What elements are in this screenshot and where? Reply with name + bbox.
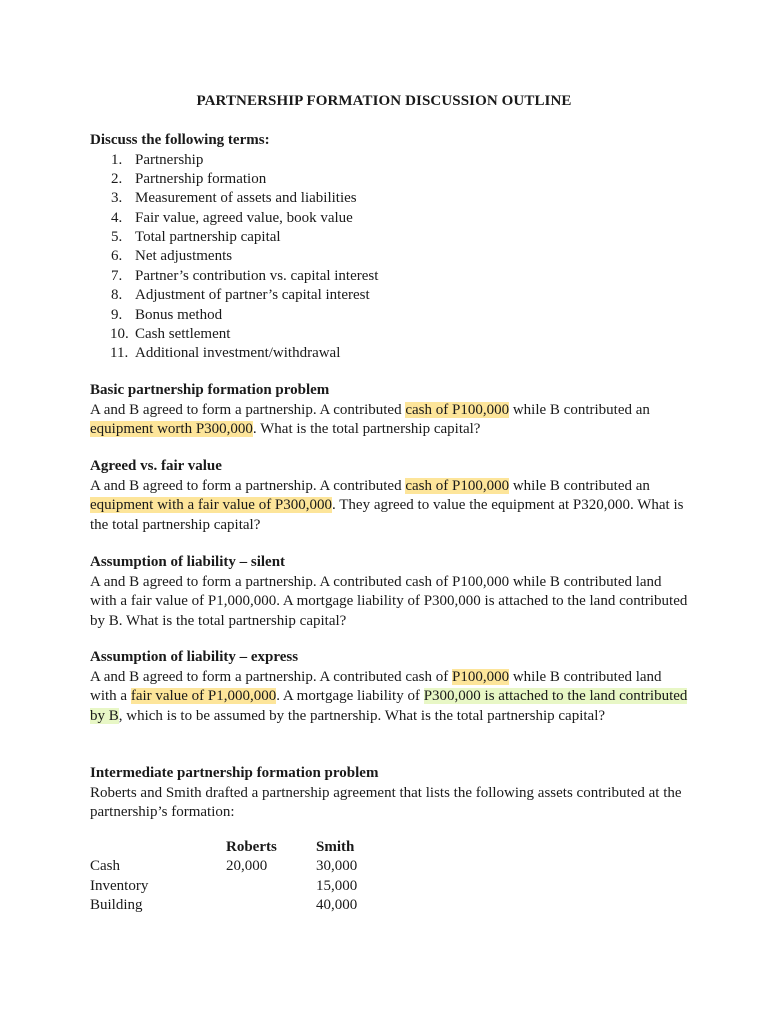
list-item: 1. Partnership	[111, 151, 204, 168]
highlight: cash of P100,000	[405, 401, 510, 418]
section-heading: Agreed vs. fair value	[90, 458, 222, 474]
section-heading: Assumption of liability – express	[90, 649, 299, 665]
list-item: 4. Fair value, agreed value, book value	[111, 209, 353, 226]
list-item: 8. Adjustment of partner’s capital interest	[111, 287, 370, 304]
highlight: P300,000 is attached to the land contributed by B	[90, 688, 688, 724]
terms-heading: Discuss the following terms:	[90, 132, 270, 148]
highlight: fair value of P1,000,000	[130, 688, 277, 704]
section-heading: Assumption of liability – silent	[90, 554, 286, 570]
terms-list	[90, 151, 690, 364]
intermediate-problem-section	[90, 764, 690, 823]
liability-silent-section	[90, 553, 690, 631]
table-row: Building 40,000	[90, 897, 358, 914]
section-heading: Intermediate partnership formation problem	[90, 765, 379, 781]
assets-table	[90, 838, 376, 916]
table-row: Cash 20,000 30,000	[90, 858, 358, 875]
highlight: P100,000	[452, 668, 510, 685]
table-row: Inventory 15,000	[90, 877, 358, 894]
section-heading: Basic partnership formation problem	[90, 382, 330, 398]
list-item: 7. Partner’s contribution vs. capital interest	[111, 267, 379, 284]
highlight: cash of P100,000	[405, 477, 510, 494]
agreed-vs-fair-section	[90, 457, 690, 535]
list-item: 10. Cash settlement	[110, 326, 231, 343]
highlight: equipment with a fair value of P300,000	[90, 497, 333, 513]
problem-text: A and B agreed to form a partnership. A contributed cash of P100,000 while B contributed an equipment worth P300,000. What is the total partnership capital?	[90, 401, 650, 437]
list-item: 2. Partnership formation	[111, 170, 267, 187]
terms-section	[90, 131, 690, 364]
problem-text: Roberts and Smith drafted a partnership agreement that lists the following assets contributed at the partnership’s formation:	[90, 784, 682, 820]
problem-text: A and B agreed to form a partnership. A contributed cash of P100,000 while B contributed an equipment with a fair value of P300,000. They agreed to value the equipment at P320,000. What is the total partnership capital?	[90, 477, 684, 533]
list-item: 5. Total partnership capital	[111, 229, 281, 246]
column-header-smith: Smith	[316, 839, 355, 855]
problem-text: A and B agreed to form a partnership. A contributed cash of P100,000 while B contributed land with a fair value of P1,000,000. A mortgage liability of P300,000 is attached to the land contributed by B, which is to be assumed by the partnership. What is the total partnership capital?	[90, 668, 688, 724]
basic-problem-section	[90, 381, 690, 440]
list-item: 3. Measurement of assets and liabilities	[111, 190, 357, 207]
list-item: 9. Bonus method	[111, 306, 223, 323]
list-item: 11. Additional investment/withdrawal	[110, 345, 341, 362]
table-header-row	[90, 838, 376, 857]
liability-express-section	[90, 648, 690, 726]
document-title: PARTNERSHIP FORMATION DISCUSSION OUTLINE	[196, 93, 572, 109]
list-item: 6. Net adjustments	[111, 248, 233, 265]
highlight: equipment worth P300,000	[90, 421, 253, 437]
column-header-roberts: Roberts	[226, 839, 277, 855]
problem-text: A and B agreed to form a partnership. A contributed cash of P100,000 while B contributed land with a fair value of P1,000,000. A mortgage liability of P300,000 is attached to the land contributed by B. What is the total partnership capital?	[90, 573, 688, 629]
